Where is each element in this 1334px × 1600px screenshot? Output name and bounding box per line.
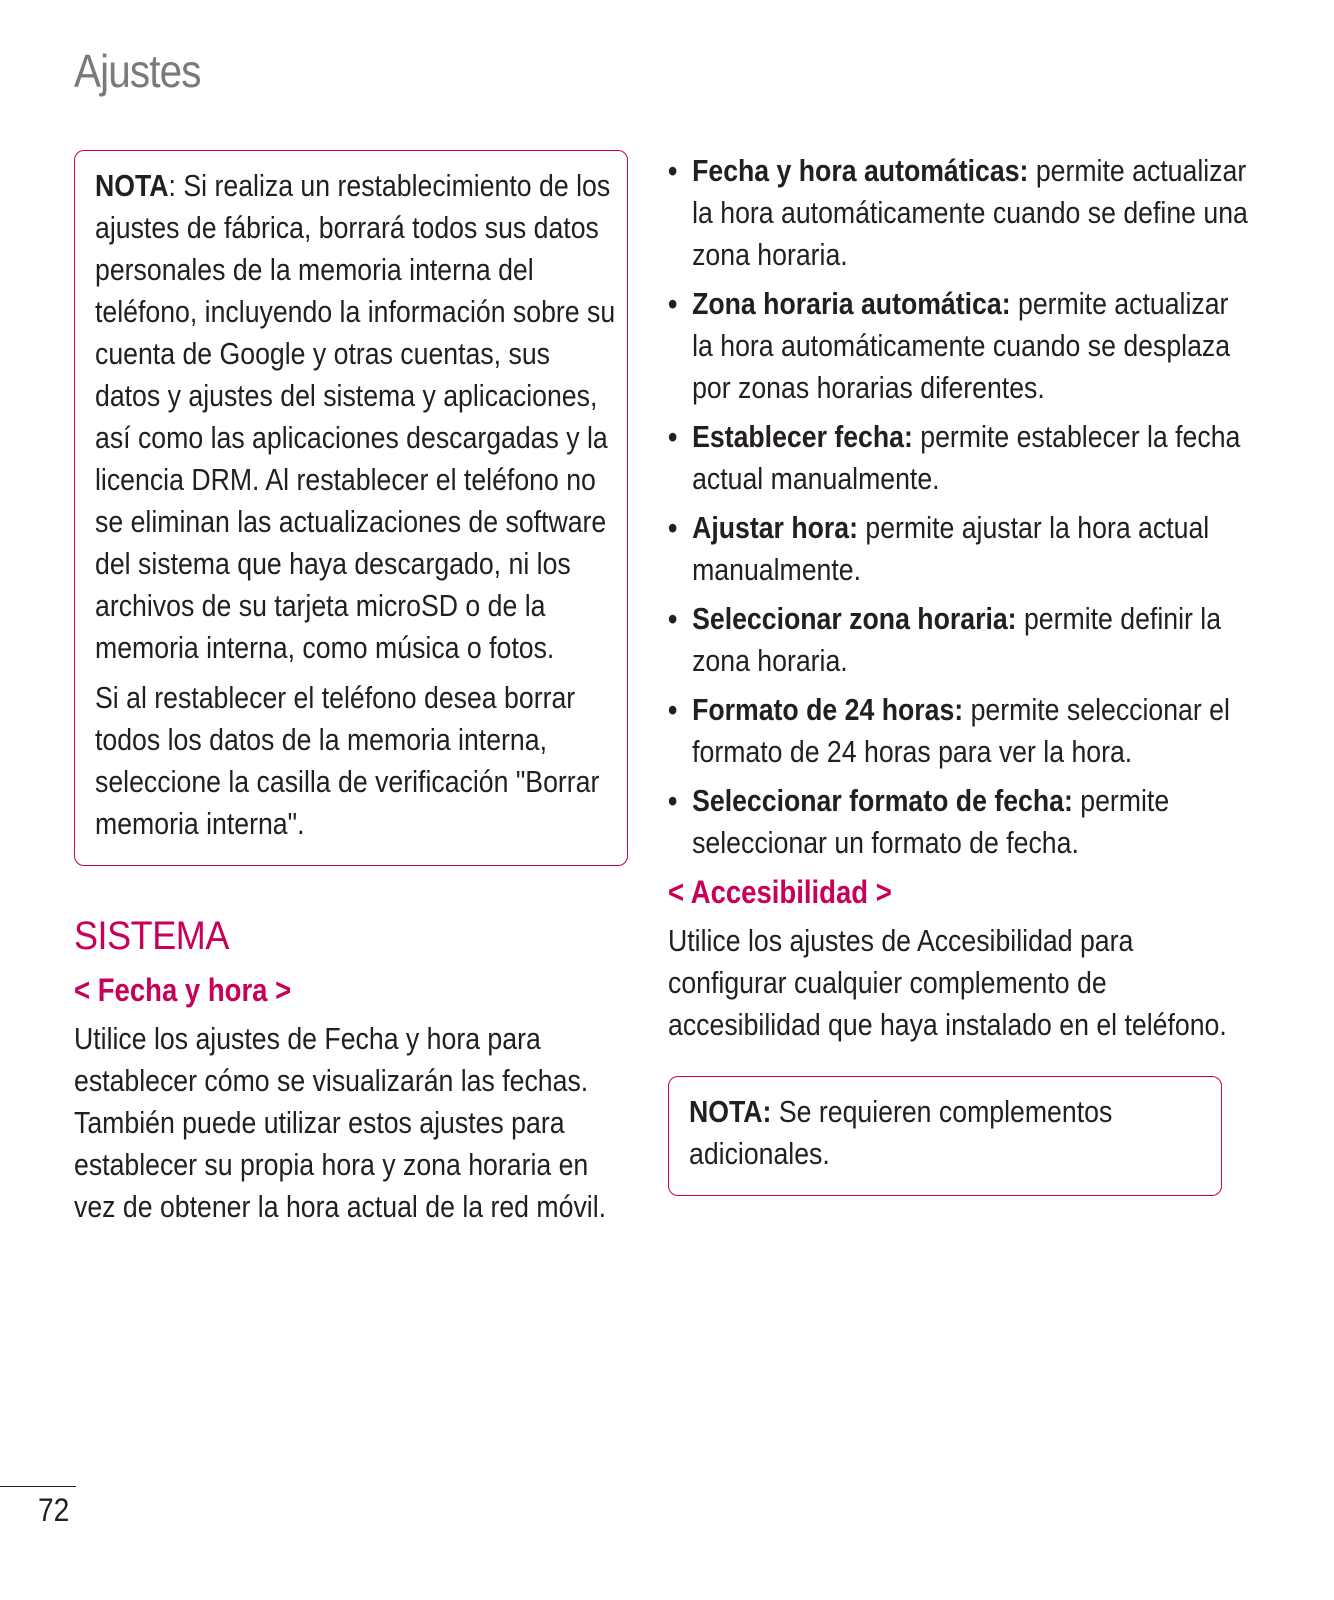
list-item xyxy=(668,689,1253,773)
factory-reset-note xyxy=(74,150,628,866)
right-column xyxy=(668,150,1258,1196)
option-text: permite actualizar la hora automáticamente cuando se desplaza por zonas horarias diferentes. xyxy=(692,286,1231,405)
date-time-paragraph: Utilice los ajustes de Fecha y hora para establecer cómo se visualizarán las fechas. También puede utilizar estos ajustes para establecer su propia hora y zona horaria en vez de obtener la hora actual de la red móvil. xyxy=(74,1021,607,1224)
note-content xyxy=(95,165,615,845)
note-paragraph xyxy=(689,1091,1214,1175)
footer-divider xyxy=(0,1486,76,1487)
left-column xyxy=(74,150,644,1228)
accessibility-paragraph: Utilice los ajustes de Accesibilidad para configurar cualquier complemento de accesibilidad que haya instalado en el teléfono. xyxy=(668,923,1227,1042)
subsection-title-accessibility: < Accesibilidad > xyxy=(668,874,892,910)
right-content xyxy=(668,150,1253,1046)
option-term: Zona horaria automática: xyxy=(692,286,1011,321)
bullet-icon: • xyxy=(668,601,678,636)
subsection-title-date-time: < Fecha y hora > xyxy=(74,972,292,1008)
note-paragraph xyxy=(95,165,615,669)
note-label: NOTA: xyxy=(689,1094,772,1129)
note-text: : Si realiza un restablecimiento de los ajustes de fábrica, borrará todos sus datos personales de la memoria interna del teléfono, incluyendo la información sobre su cuenta de Google y otras cuentas, sus datos y ajustes del sistema y aplicaciones, así como las aplicaciones descargadas y la licencia DRM. Al restablecer el teléfono no se eliminan las actualizaciones de software del sistema que haya descargado, ni los archivos de su tarjeta microSD o de la memoria interna, como música o fotos. xyxy=(95,168,616,665)
list-item xyxy=(668,598,1253,682)
page-title: Ajustes xyxy=(74,45,201,97)
note-label: NOTA xyxy=(95,168,169,203)
option-text: permite seleccionar el formato de 24 horas para ver la hora. xyxy=(692,692,1230,769)
page-number: 72 xyxy=(38,1492,70,1528)
note-paragraph-2: Si al restablecer el teléfono desea borrar todos los datos de la memoria interna, seleccione la casilla de verificación "Borrar memoria interna". xyxy=(95,680,600,841)
option-text: permite establecer la fecha actual manualmente. xyxy=(692,419,1241,496)
option-text: permite seleccionar un formato de fecha. xyxy=(692,783,1170,860)
bullet-icon: • xyxy=(668,419,678,454)
option-term: Fecha y hora automáticas: xyxy=(692,153,1029,188)
option-term: Ajustar hora: xyxy=(692,510,858,545)
bullet-icon: • xyxy=(668,783,678,818)
option-term: Seleccionar formato de fecha: xyxy=(692,783,1073,818)
option-text: permite ajustar la hora actual manualmente. xyxy=(692,510,1210,587)
option-term: Formato de 24 horas: xyxy=(692,692,964,727)
list-item xyxy=(668,507,1253,591)
option-term: Seleccionar zona horaria: xyxy=(692,601,1017,636)
list-item xyxy=(668,150,1253,276)
option-text: permite definir la zona horaria. xyxy=(692,601,1222,678)
option-text: permite actualizar la hora automáticamente cuando se define una zona horaria. xyxy=(692,153,1248,272)
bullet-icon: • xyxy=(668,153,678,188)
list-item xyxy=(668,283,1253,409)
list-item xyxy=(668,780,1253,864)
bullet-icon: • xyxy=(668,286,678,321)
list-item xyxy=(668,416,1253,500)
date-time-options-list xyxy=(668,150,1253,864)
note-text: Se requieren complementos adicionales. xyxy=(689,1094,1113,1171)
section-title: SISTEMA xyxy=(74,914,229,958)
date-time-block xyxy=(74,972,624,1228)
note-content xyxy=(689,1091,1214,1175)
bullet-icon: • xyxy=(668,510,678,545)
accessibility-note xyxy=(668,1076,1222,1196)
bullet-icon: • xyxy=(668,692,678,727)
option-term: Establecer fecha: xyxy=(692,419,913,454)
